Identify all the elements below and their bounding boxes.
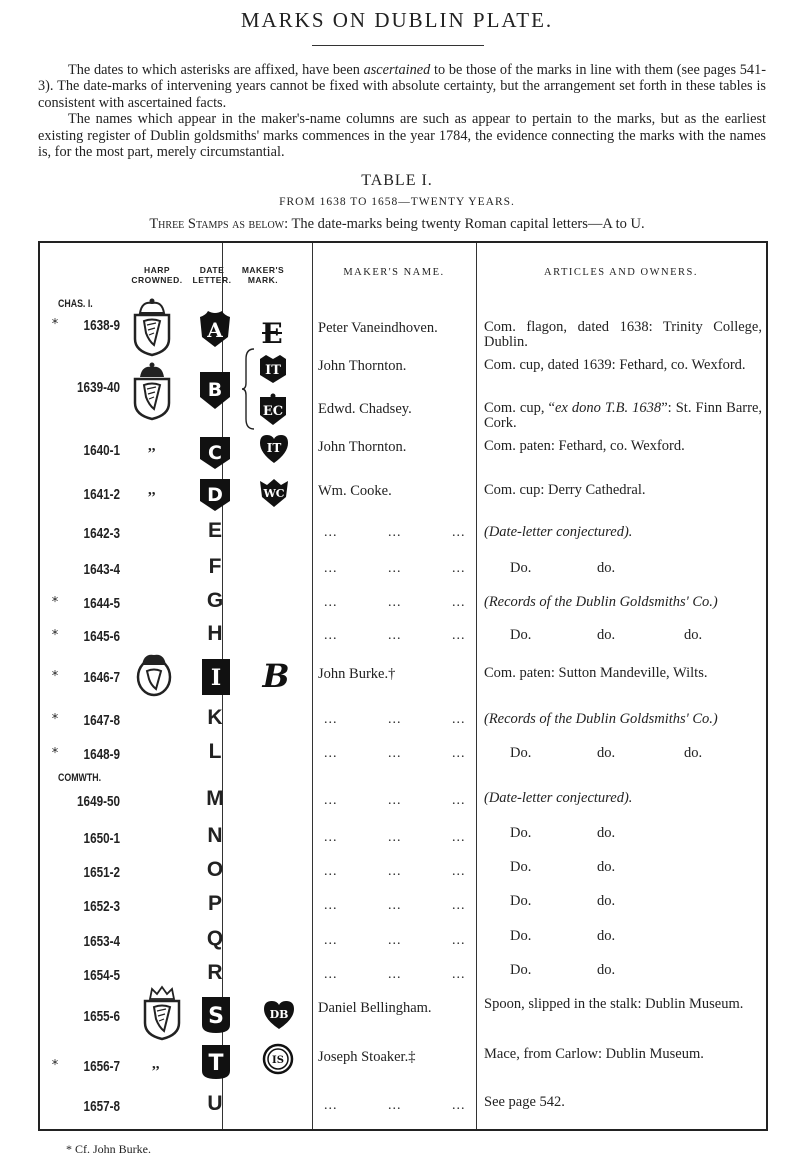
article-cell: do. — [597, 627, 616, 643]
title-rule — [312, 45, 484, 46]
harp-crowned-mark — [132, 297, 172, 357]
date-letter-glyph: A — [207, 318, 223, 342]
date-letter-shield — [198, 309, 232, 349]
maker-name-cell: John Burke.† — [318, 666, 396, 682]
footnote: * Cf. John Burke. — [66, 1142, 151, 1156]
makers-mark-glyph: WC — [263, 487, 285, 500]
article-cell: Com. flagon, dated 1638: Trinity College, Dublin. — [484, 319, 762, 350]
date-letter-plain: U — [207, 1092, 223, 1115]
column-divider — [476, 243, 477, 1129]
date-letter-plain: E — [207, 519, 222, 542]
date-letter-shield — [200, 995, 232, 1035]
dots: ... — [388, 746, 402, 761]
header-articles-owners: ARTICLES AND OWNERS. — [544, 267, 698, 278]
asterisk-mark: * — [51, 595, 59, 610]
date-letter-shield — [200, 1043, 232, 1081]
makers-mark — [258, 477, 290, 509]
article-cell: Mace, from Carlow: Dublin Museum. — [484, 1046, 704, 1062]
dots: ... — [388, 1098, 402, 1113]
column-divider — [312, 243, 313, 1129]
article-text: ”: St. Finn Barre, Cork. — [484, 400, 763, 431]
makers-mark — [258, 313, 286, 351]
maker-name-cell: John Thornton. — [318, 358, 407, 374]
year-cell: 1646-7 — [83, 669, 120, 686]
maker-name-cell: Peter Vaneindhoven. — [318, 320, 438, 336]
article-cell — [484, 401, 762, 431]
year-cell: 1644-5 — [83, 595, 120, 612]
year-cell: 1640-1 — [83, 442, 120, 459]
article-cell: do. — [597, 893, 616, 909]
article-cell: Com. paten: Sutton Mandeville, Wilts. — [484, 665, 708, 681]
dots: ... — [324, 746, 338, 761]
article-cell — [484, 525, 762, 540]
article-cell: Do. — [510, 825, 532, 841]
makers-mark — [258, 393, 288, 427]
date-letter-shield — [200, 657, 232, 697]
date-letter-glyph: I — [210, 665, 222, 691]
year-cell: 1652-3 — [83, 898, 120, 915]
table-subtitle: FROM 1638 TO 1658—TWENTY YEARS. — [279, 196, 515, 208]
table-description — [0, 216, 794, 233]
date-letter-plain: L — [208, 740, 222, 763]
makers-mark — [258, 433, 290, 465]
header-harp-crowned: HARP CROWNED. — [131, 265, 183, 285]
maker-name-cell: Edwd. Chadsey. — [318, 401, 412, 417]
dots: ... — [324, 1098, 338, 1113]
article-cell: Com. cup, dated 1639: Fethard, co. Wexford. — [484, 357, 746, 373]
dots: ... — [388, 793, 402, 808]
bracket-mark — [242, 347, 256, 431]
asterisk-mark: * — [51, 669, 59, 684]
dots: ... — [452, 628, 466, 643]
article-italic: (Records of the Dublin Goldsmiths' Co.) — [484, 594, 718, 610]
year-cell: 1645-6 — [83, 628, 120, 645]
dots: ... — [452, 793, 466, 808]
makers-mark-glyph: EC — [262, 404, 284, 419]
date-letter-shield — [198, 477, 232, 513]
article-italic: (Date-letter conjectured). — [484, 790, 633, 806]
makers-mark — [258, 657, 294, 693]
date-letter-shield — [198, 369, 232, 411]
dots: ... — [388, 595, 402, 610]
dots: ... — [452, 898, 466, 913]
intro-paragraph-2: The names which appear in the maker's-name columns are such as appear to pertain to the marks, but as the earliest existing register of Dublin goldsmiths' marks commences in the year 1784, the evidence connecting the marks with the names is, for the most part, merely circumstantial. — [38, 111, 766, 161]
year-cell: 1641-2 — [83, 486, 120, 503]
header-makers-name: MAKER'S NAME. — [343, 267, 445, 278]
dots: ... — [324, 561, 338, 576]
dots: ... — [388, 628, 402, 643]
header-date-letter: DATE LETTER. — [192, 265, 232, 285]
intro-text — [38, 62, 766, 160]
article-cell — [484, 791, 762, 806]
dots: ... — [452, 561, 466, 576]
date-letter-plain: M — [206, 787, 224, 810]
ditto-mark: ,, — [148, 482, 156, 498]
makers-mark — [262, 1043, 294, 1075]
date-letter-plain: Q — [206, 927, 224, 950]
year-cell: 1654-5 — [83, 967, 120, 984]
asterisk-mark: * — [51, 317, 59, 332]
maker-name-cell: Daniel Bellingham. — [318, 1000, 432, 1016]
article-text: Com. cup, “ — [484, 400, 555, 416]
year-cell: 1653-4 — [83, 933, 120, 950]
year-cell: 1651-2 — [83, 864, 120, 881]
article-cell: do. — [597, 825, 616, 841]
article-cell: Do. — [510, 627, 532, 643]
year-cell: 1643-4 — [83, 561, 120, 578]
makers-mark — [262, 999, 296, 1031]
dots: ... — [324, 864, 338, 879]
maker-name-cell: Wm. Cooke. — [318, 483, 392, 499]
year-cell: 1656-7 — [83, 1058, 120, 1075]
dots: ... — [388, 967, 402, 982]
date-letter-glyph: C — [208, 442, 222, 464]
article-cell: do. — [597, 928, 616, 944]
article-cell: do. — [597, 745, 616, 761]
year-cell: 1638-9 — [83, 317, 120, 334]
article-cell: Do. — [510, 745, 532, 761]
dots: ... — [388, 561, 402, 576]
dots: ... — [452, 1098, 466, 1113]
date-letter-glyph: S — [208, 1004, 224, 1029]
article-cell: Spoon, slipped in the stalk: Dublin Museum. — [484, 996, 744, 1012]
year-cell: 1647-8 — [83, 712, 120, 729]
dots: ... — [324, 830, 338, 845]
dots: ... — [452, 933, 466, 948]
dots: ... — [324, 793, 338, 808]
makers-mark-glyph: IT — [266, 441, 282, 455]
article-italic: ex dono T.B. 1638 — [554, 400, 662, 416]
date-letter-glyph: D — [207, 484, 223, 506]
asterisk-mark: * — [51, 1058, 59, 1073]
dots: ... — [452, 864, 466, 879]
year-cell: 1649-50 — [77, 793, 120, 810]
intro-p1-em: ascertained — [363, 62, 431, 78]
intro-p1-b: to be those of the marks in line with them (see pages 541-3). The date-marks of intervening years cannot be fixed with absolute certainty, but the arrangement set forth in these tables is consistent with ascertained facts. — [38, 62, 766, 111]
intro-paragraph-1 — [38, 62, 766, 111]
article-cell — [484, 595, 762, 610]
article-cell: Do. — [510, 962, 532, 978]
asterisk-mark: * — [51, 712, 59, 727]
asterisk-mark: * — [51, 746, 59, 761]
dots: ... — [324, 967, 338, 982]
date-letter-plain: K — [207, 706, 223, 729]
dots: ... — [324, 628, 338, 643]
page-title: MARKS ON DUBLIN PLATE. — [240, 8, 554, 32]
dots: ... — [452, 830, 466, 845]
date-letter-glyph: B — [207, 379, 223, 401]
harp-crowned-mark — [132, 361, 172, 421]
dots: ... — [324, 712, 338, 727]
year-cell: 1655-6 — [83, 1008, 120, 1025]
dots: ... — [388, 830, 402, 845]
harp-crowned-mark — [142, 985, 182, 1041]
article-cell: See page 542. — [484, 1094, 565, 1110]
ditto-mark: ,, — [148, 438, 156, 454]
year-cell: 1642-3 — [83, 525, 120, 542]
article-cell: do. — [684, 627, 703, 643]
intro-p1-a: The dates to which asterisks are affixed, have been — [68, 62, 364, 78]
dots: ... — [388, 864, 402, 879]
article-cell: Com. cup: Derry Cathedral. — [484, 482, 646, 498]
date-letter-plain: R — [207, 961, 223, 984]
harp-crowned-mark — [136, 651, 172, 697]
dots: ... — [388, 898, 402, 913]
header-makers-mark: MAKER'S MARK. — [241, 265, 285, 285]
year-cell: 1657-8 — [83, 1098, 120, 1115]
table-desc-rest: : The date-marks being twenty Roman capital letters—A to U. — [284, 216, 645, 232]
date-letter-plain: F — [208, 555, 222, 578]
date-letter-plain: O — [206, 858, 224, 881]
dots: ... — [452, 712, 466, 727]
date-letter-plain: H — [207, 622, 223, 645]
dots: ... — [324, 933, 338, 948]
table-title: TABLE I. — [361, 172, 433, 189]
article-cell: Do. — [510, 560, 532, 576]
article-cell: Do. — [510, 893, 532, 909]
article-cell — [484, 712, 762, 727]
makers-mark-glyph: IT — [265, 363, 281, 378]
dots: ... — [388, 525, 402, 540]
date-letter-glyph: T — [208, 1051, 224, 1076]
ditto-mark: ,, — [152, 1056, 160, 1072]
dots: ... — [324, 898, 338, 913]
asterisk-mark: * — [51, 628, 59, 643]
dots: ... — [388, 933, 402, 948]
article-cell: do. — [597, 859, 616, 875]
dots: ... — [452, 525, 466, 540]
year-cell: 1648-9 — [83, 746, 120, 763]
article-cell: Do. — [510, 928, 532, 944]
dots: ... — [452, 595, 466, 610]
reign-label-commonwealth: COMWTH. — [58, 772, 102, 784]
makers-mark-glyph: B — [262, 657, 290, 693]
year-cell: 1650-1 — [83, 830, 120, 847]
marks-table — [38, 241, 768, 1131]
dots: ... — [388, 712, 402, 727]
dots: ... — [452, 746, 466, 761]
maker-name-cell: Joseph Stoaker.‡ — [318, 1049, 416, 1065]
table-desc-smallcaps: Three Stamps as below — [149, 216, 285, 232]
date-letter-plain: P — [207, 892, 222, 915]
article-italic: (Records of the Dublin Goldsmiths' Co.) — [484, 711, 718, 727]
date-letter-plain: N — [207, 824, 223, 847]
year-cell: 1639-40 — [77, 379, 120, 396]
dots: ... — [324, 595, 338, 610]
article-cell: do. — [684, 745, 703, 761]
reign-label-charles: CHAS. I. — [58, 298, 93, 310]
makers-mark — [258, 353, 288, 385]
article-cell: do. — [597, 560, 616, 576]
makers-mark-glyph: IS — [272, 1055, 284, 1066]
maker-name-cell: John Thornton. — [318, 439, 407, 455]
article-cell: Do. — [510, 859, 532, 875]
article-cell: Com. paten: Fethard, co. Wexford. — [484, 438, 685, 454]
article-italic: (Date-letter conjectured). — [484, 524, 633, 540]
date-letter-plain: G — [206, 589, 224, 612]
dots: ... — [452, 967, 466, 982]
date-letter-shield — [198, 435, 232, 471]
makers-mark-glyph: DB — [269, 1008, 289, 1021]
makers-mark-glyph: E — [261, 317, 283, 350]
dots: ... — [324, 525, 338, 540]
article-cell: do. — [597, 962, 616, 978]
